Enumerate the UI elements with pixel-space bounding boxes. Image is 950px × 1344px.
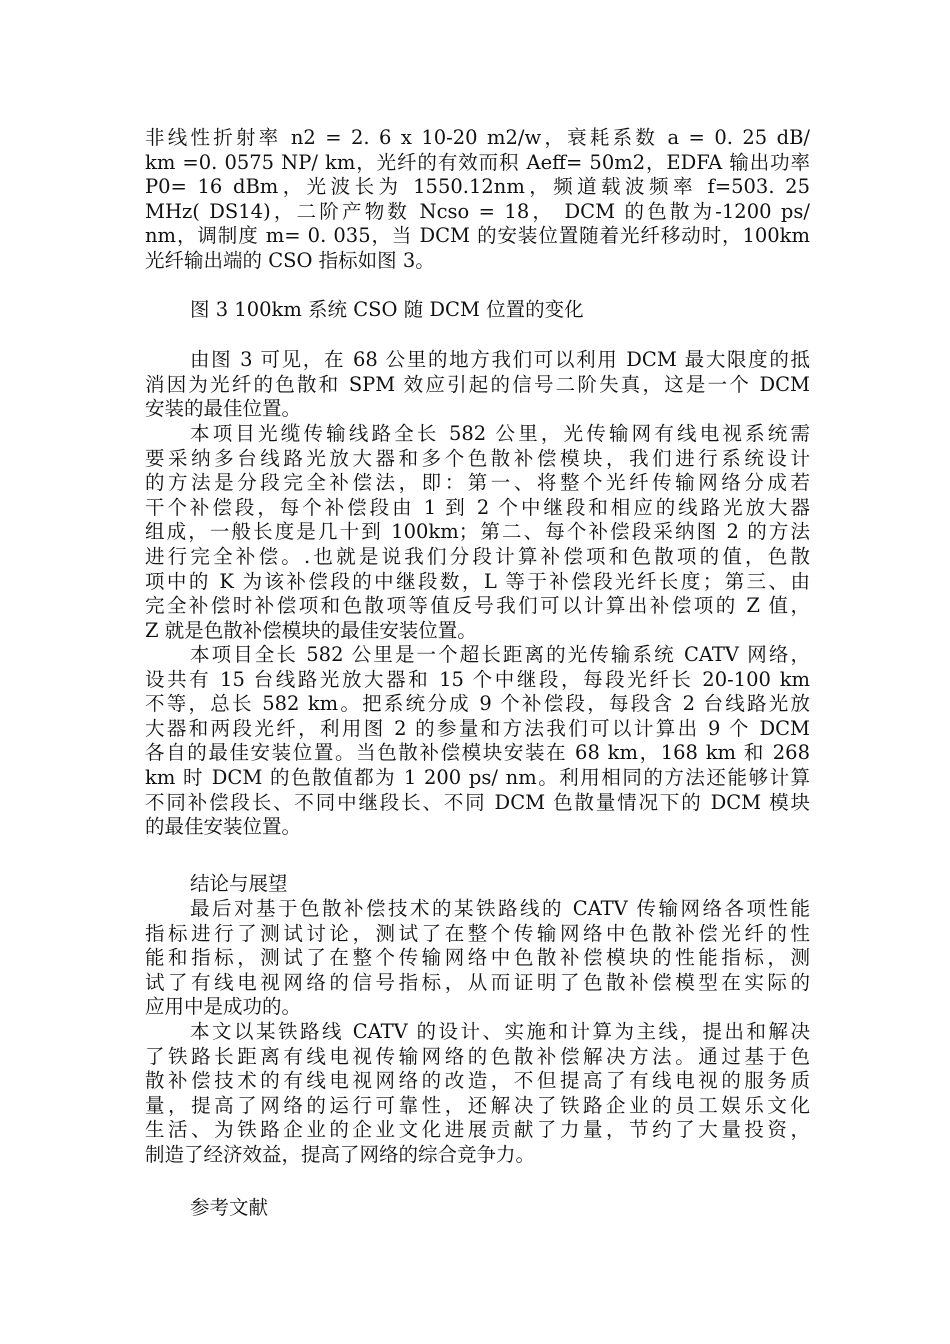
paragraph-line: 最后对基于色散补偿技术的某铁路线的 CATV 传输网络各项性能 — [190, 897, 810, 920]
paragraph-line: 各自的最佳安装位置。当色散补偿模块安装在 68 km，168 km 和 268 — [145, 741, 810, 765]
paragraph-line: 制造了经济效益，提高了网络的综合竞争力。 — [145, 1142, 536, 1166]
paragraph-line: 不等，总长 582 km。把系统分成 9 个补偿段，每段含 2 台线路光放 — [145, 692, 810, 716]
paragraph-line: km 时 DCM 的色散值都为 1 200 ps/ nm。利用相同的方法还能够计算 — [145, 765, 810, 789]
paragraph-line: nm，调制度 m= 0. 035，当 DCM 的安装位置随着光纤移动时，100km — [145, 224, 810, 248]
references-heading: 参考文献 — [190, 1196, 269, 1219]
paragraph-line: 项中的 K 为该补偿段的中继段数，L 等于补偿段光纤长度；第三、由 — [145, 569, 810, 593]
paragraph-line: 大器和两段光纤，利用图 2 的参量和方法我们可以计算出 9 个 DCM — [145, 716, 810, 740]
paragraph-line: MHz( DS14)，二阶产物数 Ncso = 18， DCM 的色散为-1200 ps/ — [145, 199, 810, 223]
paragraph-line: 光纤输出端的 CSO 指标如图 3。 — [145, 248, 435, 272]
paragraph-line: 设共有 15 台线路光放大器和 15 个中继段，每段光纤长 20-100 km — [145, 667, 810, 691]
paragraph-line: 非线性折射率 n2 = 2. 6 x 10-20 m2/w，衰耗系数 a = 0. 25 dB/ — [145, 126, 810, 149]
parameters-paragraph — [145, 126, 810, 274]
paragraph-line: 应用中是成功的。 — [145, 995, 302, 1019]
paragraph-line: 生活、为铁路企业的企业文化进展贡献了力量，节约了大量投资， — [145, 1118, 810, 1142]
paragraph-line: 干个补偿段，每个补偿段由 1 到 2 个中继段和相应的线路光放大器 — [145, 495, 810, 519]
paragraph-line: 由图 3 可见，在 68 公里的地方我们可以利用 DCM 最大限度的抵 — [190, 348, 810, 371]
paragraph-line: 量，提高了网络的运行可靠性，还解决了铁路企业的员工娱乐文化 — [145, 1093, 810, 1117]
paragraph-line: 不同补偿段长、不同中继段长、不同 DCM 色散量情况下的 DCM 模块 — [145, 790, 810, 814]
paragraph-line: 消因为光纤的色散和 SPM 效应引起的信号二阶失真，这是一个 DCM — [145, 372, 810, 396]
paragraph-line: 试了有线电视网络的信号指标，从而证明了色散补偿模型在实际的 — [145, 970, 810, 994]
conclusion-paragraph-2 — [145, 1020, 810, 1168]
paragraph-line: Z 就是色散补偿模块的最佳安装位置。 — [145, 618, 477, 642]
paragraph-line: 要采纳多台线路光放大器和多个色散补偿模块，我们进行系统设计 — [145, 446, 810, 470]
paragraph-line: P0= 16 dBm，光波长为 1550.12nm，频道载波频率 f=503. 25 — [145, 175, 810, 199]
length-paragraph — [145, 643, 810, 840]
paragraph-line: 组成，一般长度是几十到 100km；第二、每个补偿段采纳图 2 的方法 — [145, 520, 810, 544]
paragraph-line: 的最佳安装位置。 — [145, 815, 302, 839]
figure-caption: 图 3 100km 系统 CSO 随 DCM 位置的变化 — [190, 298, 584, 321]
conclusion-paragraph-1 — [145, 897, 810, 1020]
figure3-paragraph — [145, 348, 810, 422]
paragraph-line: 指标进行了测试讨论，测试了在整个传输网络中色散补偿光纤的性 — [145, 921, 810, 945]
paragraph-line: 完全补偿时补偿项和色散项等值反号我们可以计算出补偿项的 Z 值， — [145, 594, 810, 618]
paragraph-line: 本文以某铁路线 CATV 的设计、实施和计算为主线，提出和解决 — [190, 1020, 810, 1043]
paragraph-line: 散补偿技术的有线电视网络的改造，不但提高了有线电视的服务质 — [145, 1069, 810, 1093]
paragraph-line: 了铁路长距离有线电视传输网络的色散补偿解决方法。通过基于色 — [145, 1044, 810, 1068]
paragraph-line: 本项目光缆传输线路全长 582 公里，光传输网有线电视系统需 — [190, 422, 810, 445]
paragraph-line: 的方法是分段完全补偿法，即：第一、将整个光纤传输网络分成若 — [145, 471, 810, 495]
paragraph-line: km =0. 0575 NP/ km，光纤的有效而积 Aeff= 50m2，EDFA 输出功率 — [145, 150, 810, 174]
paragraph-line: 安装的最佳位置。 — [145, 397, 302, 421]
paragraph-line: 本项目全长 582 公里是一个超长距离的光传输系统 CATV 网络， — [190, 643, 810, 666]
project-paragraph — [145, 422, 810, 643]
conclusion-heading: 结论与展望 — [190, 872, 288, 895]
paragraph-line: 能和指标，测试了在整个传输网络中色散补偿模块的性能指标，测 — [145, 946, 810, 970]
paragraph-line: 进行完全补偿。.也就是说我们分段计算补偿项和色散项的值，色散 — [145, 544, 810, 568]
